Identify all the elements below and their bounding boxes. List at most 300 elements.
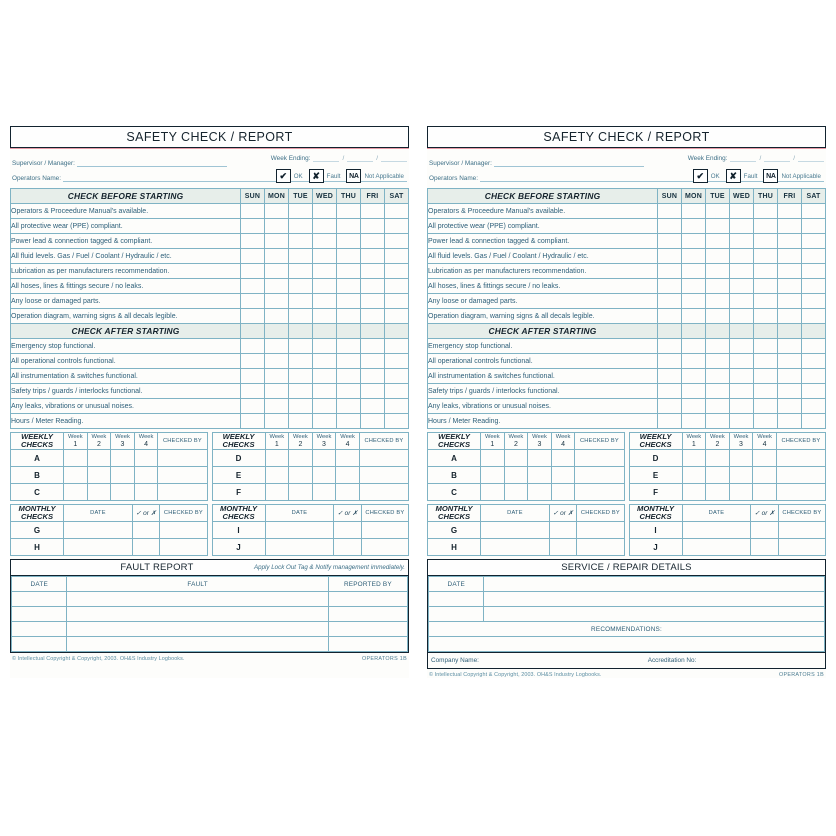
checklist-day-cell[interactable] (778, 219, 802, 234)
monthly-entry-cell[interactable] (160, 539, 207, 556)
fault-entry-cell[interactable] (67, 637, 328, 652)
checklist-day-cell[interactable] (385, 279, 409, 294)
weekly-entry-cell[interactable] (64, 484, 88, 501)
week-ending-day-input[interactable] (313, 152, 339, 162)
checklist-day-cell[interactable] (802, 279, 826, 294)
weekly-entry-cell[interactable] (87, 467, 111, 484)
checklist-day-cell[interactable] (313, 219, 337, 234)
checklist-day-cell[interactable] (313, 249, 337, 264)
checklist-day-cell[interactable] (706, 219, 730, 234)
checklist-day-cell[interactable] (337, 339, 361, 354)
checklist-day-cell[interactable] (682, 204, 706, 219)
recommendations-label[interactable]: RECOMMENDATIONS: (429, 622, 825, 637)
weekly-entry-cell[interactable] (265, 467, 289, 484)
checklist-day-cell[interactable] (754, 234, 778, 249)
checklist-day-cell[interactable] (361, 264, 385, 279)
fault-entry-cell[interactable] (12, 592, 67, 607)
checklist-day-cell[interactable] (682, 234, 706, 249)
checklist-day-cell[interactable] (754, 339, 778, 354)
weekly-entry-cell[interactable] (265, 450, 289, 467)
monthly-entry-cell[interactable] (682, 539, 751, 556)
checklist-day-cell[interactable] (682, 264, 706, 279)
monthly-entry-cell[interactable] (64, 522, 133, 539)
checklist-day-cell[interactable] (289, 279, 313, 294)
checklist-day-cell[interactable] (361, 384, 385, 399)
weekly-entry-cell[interactable] (551, 450, 575, 467)
weekly-entry-cell[interactable] (134, 467, 158, 484)
checklist-day-cell[interactable] (289, 399, 313, 414)
weekly-entry-cell[interactable] (753, 467, 777, 484)
weekly-entry-cell[interactable] (312, 467, 336, 484)
checklist-day-cell[interactable] (241, 414, 265, 429)
service-entry-cell[interactable] (429, 607, 484, 622)
checklist-day-cell[interactable] (265, 414, 289, 429)
fault-entry-cell[interactable] (67, 622, 328, 637)
checklist-day-cell[interactable] (658, 354, 682, 369)
checklist-day-cell[interactable] (385, 414, 409, 429)
monthly-entry-cell[interactable] (549, 522, 577, 539)
checklist-day-cell[interactable] (313, 369, 337, 384)
checklist-day-cell[interactable] (313, 294, 337, 309)
checklist-day-cell[interactable] (241, 309, 265, 324)
monthly-entry-cell[interactable] (778, 522, 825, 539)
checklist-day-cell[interactable] (658, 384, 682, 399)
checklist-day-cell[interactable] (289, 369, 313, 384)
checklist-day-cell[interactable] (289, 219, 313, 234)
checklist-day-cell[interactable] (313, 279, 337, 294)
weekly-entry-cell[interactable] (481, 467, 505, 484)
checklist-day-cell[interactable] (730, 234, 754, 249)
checklist-day-cell[interactable] (385, 399, 409, 414)
checklist-day-cell[interactable] (778, 354, 802, 369)
checklist-day-cell[interactable] (241, 264, 265, 279)
week-ending-year-input-right[interactable] (798, 152, 824, 162)
checklist-day-cell[interactable] (778, 369, 802, 384)
checklist-day-cell[interactable] (802, 294, 826, 309)
weekly-entry-cell[interactable] (504, 450, 528, 467)
checklist-day-cell[interactable] (802, 384, 826, 399)
checklist-day-cell[interactable] (802, 219, 826, 234)
weekly-entry-cell[interactable] (158, 467, 207, 484)
checklist-day-cell[interactable] (706, 339, 730, 354)
checklist-day-cell[interactable] (361, 249, 385, 264)
checklist-day-cell[interactable] (658, 219, 682, 234)
weekly-entry-cell[interactable] (528, 467, 552, 484)
monthly-entry-cell[interactable] (549, 539, 577, 556)
checklist-day-cell[interactable] (361, 339, 385, 354)
monthly-entry-cell[interactable] (682, 522, 751, 539)
checklist-day-cell[interactable] (778, 204, 802, 219)
checklist-day-cell[interactable] (289, 414, 313, 429)
checklist-day-cell[interactable] (706, 249, 730, 264)
checklist-day-cell[interactable] (778, 339, 802, 354)
checklist-day-cell[interactable] (706, 234, 730, 249)
checklist-day-cell[interactable] (241, 384, 265, 399)
weekly-entry-cell[interactable] (575, 484, 624, 501)
weekly-entry-cell[interactable] (753, 484, 777, 501)
checklist-day-cell[interactable] (658, 309, 682, 324)
checklist-day-cell[interactable] (706, 399, 730, 414)
fault-entry-cell[interactable] (328, 622, 407, 637)
checklist-day-cell[interactable] (802, 354, 826, 369)
checklist-day-cell[interactable] (730, 414, 754, 429)
weekly-entry-cell[interactable] (729, 484, 753, 501)
fault-entry-cell[interactable] (12, 607, 67, 622)
checklist-day-cell[interactable] (385, 219, 409, 234)
monthly-entry-cell[interactable] (160, 522, 207, 539)
checklist-day-cell[interactable] (778, 309, 802, 324)
checklist-day-cell[interactable] (682, 339, 706, 354)
checklist-day-cell[interactable] (754, 204, 778, 219)
checklist-day-cell[interactable] (385, 309, 409, 324)
checklist-day-cell[interactable] (778, 234, 802, 249)
checklist-day-cell[interactable] (658, 249, 682, 264)
checklist-day-cell[interactable] (385, 204, 409, 219)
checklist-day-cell[interactable] (337, 264, 361, 279)
checklist-day-cell[interactable] (706, 279, 730, 294)
fault-entry-cell[interactable] (328, 637, 407, 652)
supervisor-input[interactable] (77, 157, 227, 167)
weekly-entry-cell[interactable] (729, 467, 753, 484)
weekly-entry-cell[interactable] (528, 450, 552, 467)
weekly-entry-cell[interactable] (312, 450, 336, 467)
checklist-day-cell[interactable] (337, 294, 361, 309)
monthly-entry-cell[interactable] (361, 522, 408, 539)
accreditation-field[interactable]: Accreditation No: (647, 657, 697, 664)
checklist-day-cell[interactable] (337, 384, 361, 399)
checklist-day-cell[interactable] (754, 354, 778, 369)
checklist-day-cell[interactable] (730, 309, 754, 324)
checklist-day-cell[interactable] (706, 309, 730, 324)
checklist-day-cell[interactable] (682, 309, 706, 324)
checklist-day-cell[interactable] (337, 219, 361, 234)
checklist-day-cell[interactable] (730, 384, 754, 399)
monthly-entry-cell[interactable] (265, 539, 334, 556)
monthly-entry-cell[interactable] (64, 539, 133, 556)
checklist-day-cell[interactable] (385, 264, 409, 279)
checklist-day-cell[interactable] (289, 354, 313, 369)
checklist-day-cell[interactable] (778, 399, 802, 414)
fault-entry-cell[interactable] (328, 607, 407, 622)
checklist-day-cell[interactable] (289, 294, 313, 309)
checklist-day-cell[interactable] (658, 414, 682, 429)
checklist-day-cell[interactable] (730, 399, 754, 414)
weekly-entry-cell[interactable] (575, 467, 624, 484)
checklist-day-cell[interactable] (706, 294, 730, 309)
checklist-day-cell[interactable] (313, 309, 337, 324)
weekly-entry-cell[interactable] (481, 450, 505, 467)
weekly-entry-cell[interactable] (729, 450, 753, 467)
weekly-entry-cell[interactable] (111, 467, 135, 484)
checklist-day-cell[interactable] (241, 354, 265, 369)
checklist-day-cell[interactable] (265, 399, 289, 414)
weekly-entry-cell[interactable] (336, 484, 360, 501)
checklist-day-cell[interactable] (361, 294, 385, 309)
fault-entry-cell[interactable] (328, 592, 407, 607)
checklist-day-cell[interactable] (313, 354, 337, 369)
monthly-entry-cell[interactable] (265, 522, 334, 539)
weekly-entry-cell[interactable] (528, 484, 552, 501)
checklist-day-cell[interactable] (313, 204, 337, 219)
checklist-day-cell[interactable] (337, 369, 361, 384)
checklist-day-cell[interactable] (385, 384, 409, 399)
checklist-day-cell[interactable] (313, 384, 337, 399)
checklist-day-cell[interactable] (337, 279, 361, 294)
checklist-day-cell[interactable] (682, 354, 706, 369)
checklist-day-cell[interactable] (361, 399, 385, 414)
weekly-entry-cell[interactable] (289, 484, 313, 501)
weekly-entry-cell[interactable] (481, 484, 505, 501)
weekly-entry-cell[interactable] (336, 467, 360, 484)
checklist-day-cell[interactable] (241, 399, 265, 414)
checklist-day-cell[interactable] (682, 399, 706, 414)
checklist-day-cell[interactable] (730, 219, 754, 234)
monthly-entry-cell[interactable] (334, 522, 362, 539)
checklist-day-cell[interactable] (682, 369, 706, 384)
weekly-entry-cell[interactable] (64, 467, 88, 484)
weekly-entry-cell[interactable] (312, 484, 336, 501)
weekly-entry-cell[interactable] (87, 484, 111, 501)
checklist-day-cell[interactable] (802, 249, 826, 264)
weekly-entry-cell[interactable] (706, 484, 730, 501)
checklist-day-cell[interactable] (265, 294, 289, 309)
checklist-day-cell[interactable] (361, 369, 385, 384)
checklist-day-cell[interactable] (682, 249, 706, 264)
weekly-entry-cell[interactable] (359, 450, 408, 467)
fault-entry-cell[interactable] (67, 607, 328, 622)
checklist-day-cell[interactable] (361, 219, 385, 234)
weekly-entry-cell[interactable] (551, 467, 575, 484)
weekly-entry-cell[interactable] (134, 484, 158, 501)
checklist-day-cell[interactable] (385, 354, 409, 369)
checklist-day-cell[interactable] (754, 294, 778, 309)
checklist-day-cell[interactable] (778, 279, 802, 294)
checklist-day-cell[interactable] (313, 339, 337, 354)
checklist-day-cell[interactable] (802, 264, 826, 279)
checklist-day-cell[interactable] (754, 219, 778, 234)
checklist-day-cell[interactable] (682, 219, 706, 234)
weekly-entry-cell[interactable] (682, 484, 706, 501)
checklist-day-cell[interactable] (241, 234, 265, 249)
checklist-day-cell[interactable] (658, 234, 682, 249)
checklist-day-cell[interactable] (265, 369, 289, 384)
service-entry-cell[interactable] (484, 592, 825, 607)
checklist-day-cell[interactable] (658, 294, 682, 309)
checklist-day-cell[interactable] (706, 414, 730, 429)
checklist-day-cell[interactable] (682, 414, 706, 429)
checklist-day-cell[interactable] (289, 204, 313, 219)
checklist-day-cell[interactable] (361, 279, 385, 294)
checklist-day-cell[interactable] (802, 204, 826, 219)
monthly-entry-cell[interactable] (481, 522, 550, 539)
checklist-day-cell[interactable] (385, 249, 409, 264)
week-ending-month-input-right[interactable] (764, 152, 790, 162)
checklist-day-cell[interactable] (361, 204, 385, 219)
checklist-day-cell[interactable] (658, 369, 682, 384)
checklist-day-cell[interactable] (730, 264, 754, 279)
fault-entry-cell[interactable] (12, 622, 67, 637)
checklist-day-cell[interactable] (682, 384, 706, 399)
checklist-day-cell[interactable] (337, 354, 361, 369)
checklist-day-cell[interactable] (682, 294, 706, 309)
monthly-entry-cell[interactable] (751, 539, 779, 556)
monthly-entry-cell[interactable] (577, 539, 624, 556)
checklist-day-cell[interactable] (754, 309, 778, 324)
monthly-entry-cell[interactable] (132, 539, 160, 556)
monthly-entry-cell[interactable] (577, 522, 624, 539)
checklist-day-cell[interactable] (730, 249, 754, 264)
weekly-entry-cell[interactable] (575, 450, 624, 467)
weekly-entry-cell[interactable] (682, 450, 706, 467)
weekly-entry-cell[interactable] (776, 450, 825, 467)
checklist-day-cell[interactable] (706, 204, 730, 219)
checklist-day-cell[interactable] (313, 264, 337, 279)
monthly-entry-cell[interactable] (334, 539, 362, 556)
checklist-day-cell[interactable] (802, 339, 826, 354)
checklist-day-cell[interactable] (241, 339, 265, 354)
checklist-day-cell[interactable] (265, 339, 289, 354)
checklist-day-cell[interactable] (730, 204, 754, 219)
checklist-day-cell[interactable] (706, 264, 730, 279)
checklist-day-cell[interactable] (337, 204, 361, 219)
checklist-day-cell[interactable] (754, 279, 778, 294)
company-name-field[interactable]: Company Name: (431, 657, 479, 664)
checklist-day-cell[interactable] (706, 369, 730, 384)
weekly-entry-cell[interactable] (504, 484, 528, 501)
checklist-day-cell[interactable] (241, 204, 265, 219)
checklist-day-cell[interactable] (754, 264, 778, 279)
weekly-entry-cell[interactable] (336, 450, 360, 467)
weekly-entry-cell[interactable] (776, 484, 825, 501)
checklist-day-cell[interactable] (385, 369, 409, 384)
recommendations-entry-cell[interactable] (429, 637, 825, 652)
checklist-day-cell[interactable] (289, 249, 313, 264)
weekly-entry-cell[interactable] (706, 450, 730, 467)
checklist-day-cell[interactable] (754, 249, 778, 264)
checklist-day-cell[interactable] (265, 204, 289, 219)
checklist-day-cell[interactable] (754, 414, 778, 429)
weekly-entry-cell[interactable] (504, 467, 528, 484)
checklist-day-cell[interactable] (658, 339, 682, 354)
weekly-entry-cell[interactable] (706, 467, 730, 484)
checklist-day-cell[interactable] (361, 354, 385, 369)
checklist-day-cell[interactable] (337, 234, 361, 249)
checklist-day-cell[interactable] (265, 279, 289, 294)
checklist-day-cell[interactable] (289, 384, 313, 399)
checklist-day-cell[interactable] (778, 249, 802, 264)
checklist-day-cell[interactable] (313, 234, 337, 249)
checklist-day-cell[interactable] (802, 309, 826, 324)
checklist-day-cell[interactable] (289, 309, 313, 324)
weekly-entry-cell[interactable] (289, 450, 313, 467)
monthly-entry-cell[interactable] (481, 539, 550, 556)
checklist-day-cell[interactable] (361, 234, 385, 249)
monthly-entry-cell[interactable] (361, 539, 408, 556)
weekly-entry-cell[interactable] (111, 484, 135, 501)
monthly-entry-cell[interactable] (132, 522, 160, 539)
checklist-day-cell[interactable] (241, 219, 265, 234)
weekly-entry-cell[interactable] (158, 484, 207, 501)
checklist-day-cell[interactable] (289, 264, 313, 279)
week-ending-day-input-right[interactable] (730, 152, 756, 162)
checklist-day-cell[interactable] (337, 399, 361, 414)
checklist-day-cell[interactable] (802, 414, 826, 429)
checklist-day-cell[interactable] (361, 414, 385, 429)
checklist-day-cell[interactable] (706, 384, 730, 399)
fault-entry-cell[interactable] (12, 637, 67, 652)
weekly-entry-cell[interactable] (682, 467, 706, 484)
checklist-day-cell[interactable] (265, 264, 289, 279)
monthly-entry-cell[interactable] (751, 522, 779, 539)
weekly-entry-cell[interactable] (551, 484, 575, 501)
checklist-day-cell[interactable] (265, 219, 289, 234)
supervisor-input-right[interactable] (494, 157, 644, 167)
weekly-entry-cell[interactable] (134, 450, 158, 467)
service-entry-cell[interactable] (429, 592, 484, 607)
checklist-day-cell[interactable] (730, 354, 754, 369)
checklist-day-cell[interactable] (730, 294, 754, 309)
checklist-day-cell[interactable] (706, 354, 730, 369)
checklist-day-cell[interactable] (265, 384, 289, 399)
service-entry-cell[interactable] (484, 607, 825, 622)
checklist-day-cell[interactable] (385, 294, 409, 309)
checklist-day-cell[interactable] (241, 249, 265, 264)
checklist-day-cell[interactable] (289, 234, 313, 249)
checklist-day-cell[interactable] (265, 309, 289, 324)
weekly-entry-cell[interactable] (289, 467, 313, 484)
weekly-entry-cell[interactable] (87, 450, 111, 467)
checklist-day-cell[interactable] (682, 279, 706, 294)
weekly-entry-cell[interactable] (776, 467, 825, 484)
monthly-entry-cell[interactable] (778, 539, 825, 556)
weekly-entry-cell[interactable] (158, 450, 207, 467)
checklist-day-cell[interactable] (754, 399, 778, 414)
checklist-day-cell[interactable] (802, 399, 826, 414)
checklist-day-cell[interactable] (658, 399, 682, 414)
fault-entry-cell[interactable] (67, 592, 328, 607)
checklist-day-cell[interactable] (265, 249, 289, 264)
weekly-entry-cell[interactable] (111, 450, 135, 467)
checklist-day-cell[interactable] (778, 264, 802, 279)
checklist-day-cell[interactable] (658, 204, 682, 219)
weekly-entry-cell[interactable] (359, 467, 408, 484)
checklist-day-cell[interactable] (265, 234, 289, 249)
checklist-day-cell[interactable] (313, 399, 337, 414)
checklist-day-cell[interactable] (241, 279, 265, 294)
weekly-entry-cell[interactable] (359, 484, 408, 501)
checklist-day-cell[interactable] (730, 369, 754, 384)
checklist-day-cell[interactable] (754, 369, 778, 384)
checklist-day-cell[interactable] (385, 234, 409, 249)
checklist-day-cell[interactable] (730, 339, 754, 354)
checklist-day-cell[interactable] (802, 234, 826, 249)
weekly-entry-cell[interactable] (64, 450, 88, 467)
checklist-day-cell[interactable] (313, 414, 337, 429)
weekly-entry-cell[interactable] (265, 484, 289, 501)
checklist-day-cell[interactable] (241, 294, 265, 309)
checklist-day-cell[interactable] (241, 369, 265, 384)
checklist-day-cell[interactable] (730, 279, 754, 294)
checklist-day-cell[interactable] (778, 384, 802, 399)
checklist-day-cell[interactable] (337, 309, 361, 324)
weekly-entry-cell[interactable] (753, 450, 777, 467)
checklist-day-cell[interactable] (265, 354, 289, 369)
checklist-day-cell[interactable] (778, 414, 802, 429)
checklist-day-cell[interactable] (337, 414, 361, 429)
checklist-day-cell[interactable] (337, 249, 361, 264)
checklist-day-cell[interactable] (289, 339, 313, 354)
checklist-day-cell[interactable] (802, 369, 826, 384)
